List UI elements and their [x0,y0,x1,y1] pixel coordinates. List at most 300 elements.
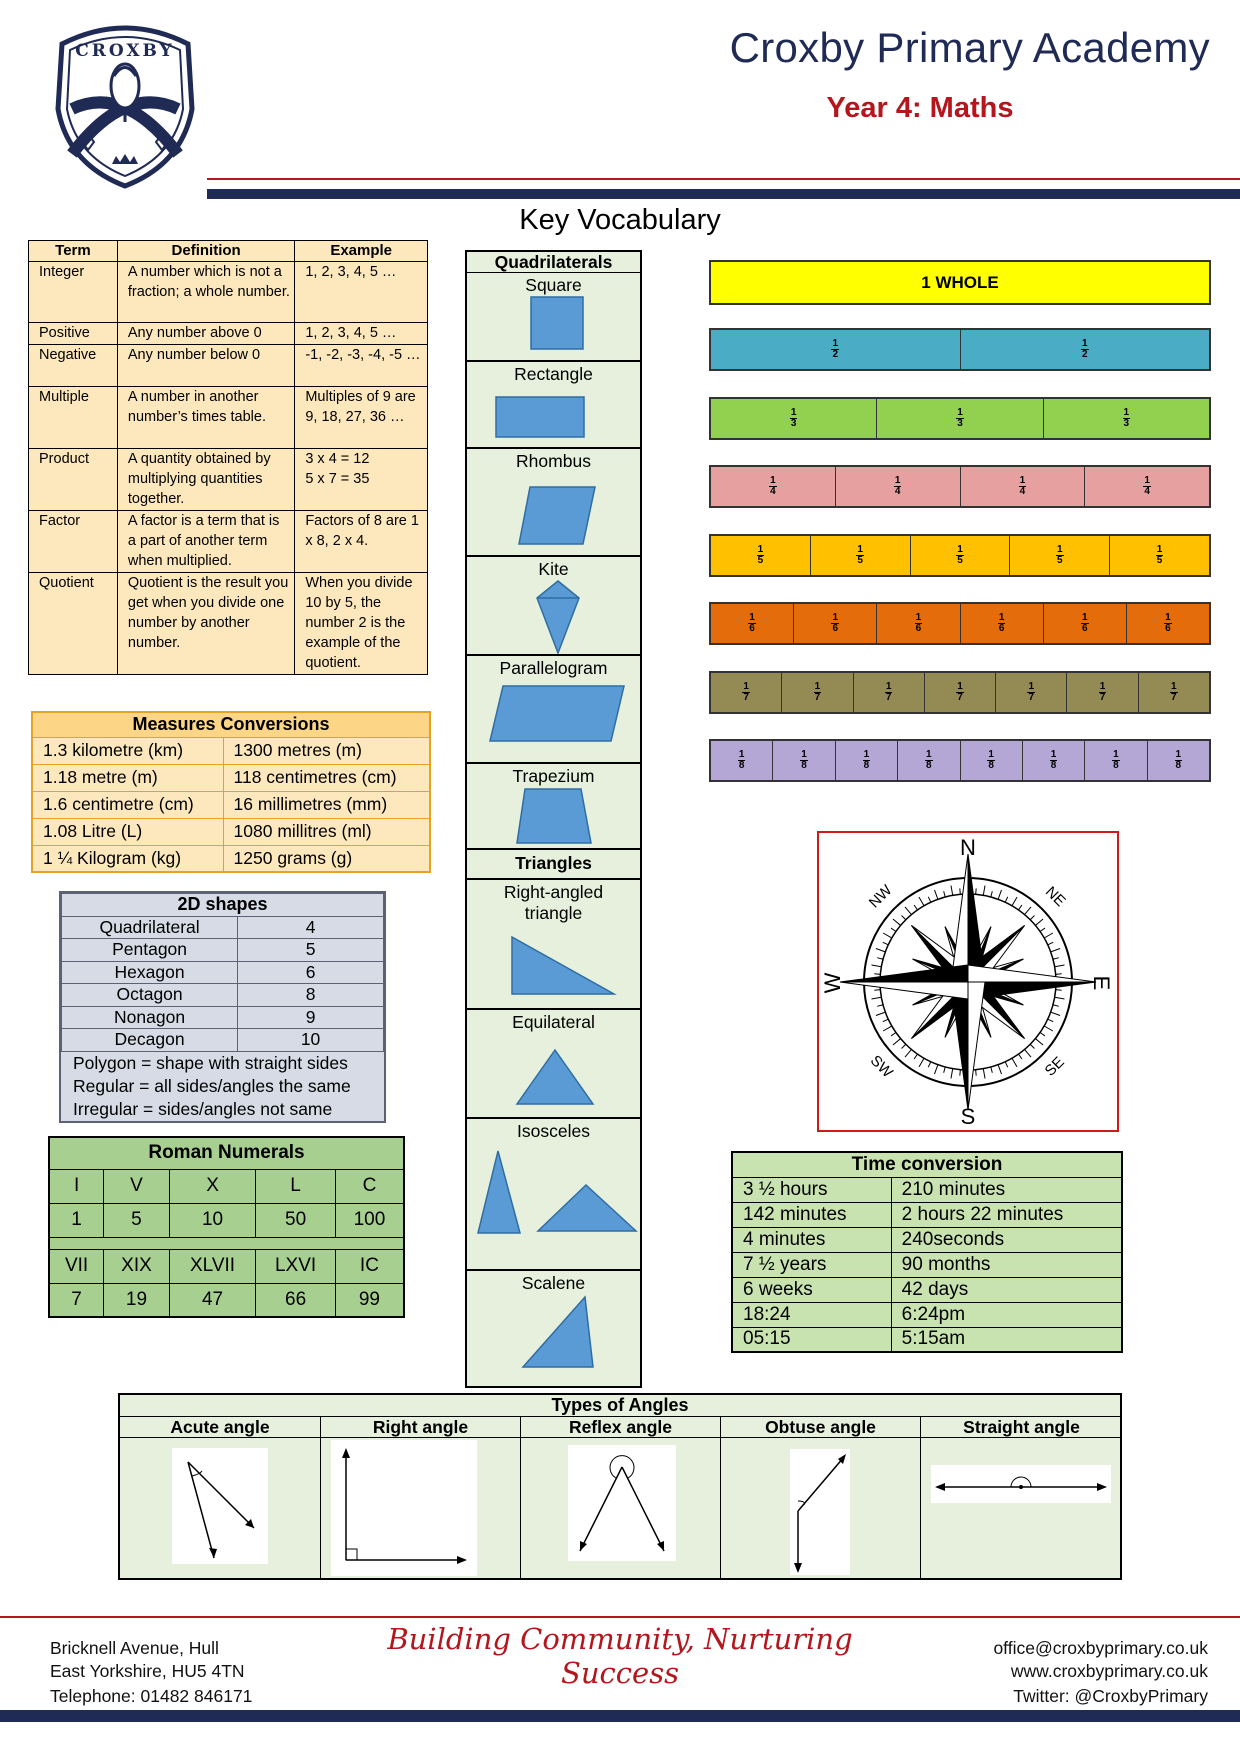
fraction-label [790,408,798,429]
compass-tick [1005,1062,1008,1067]
fraction-segment [1067,673,1138,712]
fraction-label [956,545,964,566]
fraction-segment [711,673,782,712]
fraction-denominator: 6 [1081,623,1088,634]
fraction-denominator: 6 [915,623,922,634]
fraction-bar-5 [709,534,1211,577]
straight-angle-cell [921,1417,1122,1580]
table-row [49,1169,404,1203]
kite-cell [467,555,640,654]
table-row [29,511,428,573]
table-row [49,1249,404,1283]
fraction-bar-3 [709,397,1211,440]
fraction-denominator: 4 [1019,486,1026,497]
fraction-label [814,682,822,703]
shape-sides: 8 [238,984,384,1007]
fraction-label [1170,682,1178,703]
arabic-number: 99 [335,1283,404,1317]
fraction-numerator: 1 [1081,612,1088,623]
table-row [29,387,428,449]
header-red-rule [207,178,1240,180]
fraction-numerator: 1 [926,749,932,760]
vocab-example: Factors of 8 are 1 x 8, 2 x 4. [295,511,428,573]
compass-tick [944,1067,946,1073]
compass-tick [877,1005,883,1007]
fraction-numerator: 1 [998,612,1005,623]
fraction-segment [911,536,1011,575]
compass-tick [998,890,1001,899]
time-to: 240seconds [891,1227,1122,1252]
compass-tick [1040,928,1045,931]
table-row [29,449,428,511]
measures-title: Measures Conversions [32,712,430,737]
vocab-definition: A factor is a term that is a part of another term when multiplied. [117,511,294,573]
measure-to: 1250 grams (g) [223,845,430,872]
shapes-column [465,250,642,1388]
footer-red-rule [0,1616,1240,1618]
section-title: Key Vocabulary [519,204,721,236]
compass-tick [919,897,924,906]
fraction-label [1027,682,1035,703]
square-shape [467,273,644,361]
vocab-example: 3 x 4 = 12 5 x 7 = 35 [295,449,428,511]
fraction-numerator: 1 [801,749,807,760]
time-to: 210 minutes [891,1177,1122,1202]
shape-sides: 5 [238,939,384,962]
fraction-denominator: 6 [749,623,755,634]
fraction-bar-4 [709,465,1211,508]
vocab-term: Factor [29,511,118,573]
compass-tick [902,916,906,920]
shape-sides: 4 [238,916,384,939]
table-row [732,1302,1122,1327]
acute-angle-label: Acute angle [120,1417,320,1438]
roman-numeral: C [335,1169,404,1203]
compass-tick [905,907,911,915]
fraction-label [894,476,902,497]
time-from: 18:24 [732,1302,891,1327]
address-line-1: Bricknell Avenue, Hull [50,1638,219,1658]
compass-tick [883,1026,892,1031]
time-from: 7 ½ years [732,1252,891,1277]
fraction-denominator: 5 [857,555,863,566]
table-row [32,818,430,845]
compass-tick [1012,1058,1017,1067]
shape-name: Octagon [62,984,238,1007]
fraction-segment [996,673,1067,712]
compass-tick [883,933,892,938]
fraction-segment [1044,399,1209,438]
time-conversion-title: Time conversion [732,1152,1122,1177]
arabic-number: 47 [169,1283,256,1317]
table-row [29,345,428,387]
table-row [62,939,384,962]
compass-point [951,982,968,1110]
fraction-segment [782,673,853,712]
measure-to: 1080 millitres (ml) [223,818,430,845]
fraction-segment [898,741,960,780]
right-angled-triangle-shape [467,880,644,1010]
fraction-numerator: 1 [770,475,776,486]
compass-tick [874,974,880,975]
footer-navy-bar [0,1710,1240,1722]
2d-shapes-title: 2D shapes [62,894,384,917]
compass-tick [871,965,881,967]
logo-text: CROXBY [75,41,175,61]
measure-from: 1.18 metre (m) [32,764,223,791]
fraction-numerator: 1 [1028,681,1035,692]
fraction-label [1112,750,1120,771]
vocab-example: 1, 2, 3, 4, 5 … [295,262,428,323]
roman-numeral: X [169,1169,256,1203]
fraction-bar-7 [709,671,1211,714]
shape-sides: 6 [238,961,384,984]
compass-tick [1056,990,1062,991]
roman-numeral: V [104,1169,170,1203]
footer-contact [880,1637,1208,1708]
vocab-term: Product [29,449,118,511]
compass-tick [1025,907,1031,915]
compass-tick [871,997,881,999]
right-angled-triangle-cell [467,878,640,1008]
fraction-segment [1110,536,1209,575]
regular-note: Regular = all sides/angles the same [73,1075,351,1096]
compass-tick [1055,997,1065,999]
fraction-denominator: 7 [814,692,821,703]
table-row [732,1327,1122,1352]
fraction-denominator: 8 [926,760,932,771]
measure-to: 16 millimetres (mm) [223,791,430,818]
types-of-angles-panel [118,1393,1122,1580]
arabic-number: 5 [104,1203,170,1237]
fraction-label [915,613,923,634]
scalene-triangle-label: Scalene [521,1273,586,1293]
table-row [62,961,384,984]
vocabulary-table [28,240,428,675]
fraction-segment [711,330,961,369]
fraction-segment [773,741,835,780]
compass-tick [1053,958,1059,960]
measure-from: 1.6 centimetre (cm) [32,791,223,818]
fraction-denominator: 3 [957,418,963,429]
compass-tick [1051,1012,1060,1015]
measure-from: 1 ¼ Kilogram (kg) [32,845,223,872]
right-angled-triangle-label: Right-angled triangle [503,882,604,923]
fraction-segment [811,536,911,575]
vocab-definition: Quotient is the result you get when you divide one number by another number. [117,573,294,675]
fraction-label [863,750,871,771]
compass-tick [877,958,883,960]
fraction-numerator: 1 [738,749,745,760]
fraction-denominator: 5 [1057,555,1063,566]
fraction-denominator: 6 [998,623,1005,634]
arabic-number: 66 [256,1283,336,1317]
arabic-number: 50 [256,1203,336,1237]
rhombus-cell [467,447,640,555]
reflex-angle-label: Reflex angle [521,1417,720,1438]
table-row [32,764,430,791]
compass-tick [1053,1005,1059,1007]
fraction-denominator: 8 [1175,760,1182,771]
fraction-label [1123,408,1131,429]
fraction-numerator: 1 [757,544,764,555]
compass-tick [1025,1049,1031,1057]
square-cell [467,272,640,360]
fraction-segment [1085,467,1209,506]
isosceles-triangle-shape [467,1119,644,1271]
website-link[interactable]: www.croxbyprimary.co.uk [1010,1661,1208,1681]
fraction-segment [877,604,960,643]
compass-tick [1040,1032,1045,1035]
fraction-denominator: 3 [790,418,797,429]
2d-shapes-panel [59,891,386,1123]
fraction-numerator: 1 [1081,338,1088,349]
time-from: 05:15 [732,1327,891,1352]
fraction-denominator: 5 [1156,555,1163,566]
time-to: 6:24pm [891,1302,1122,1327]
compass-tick [1044,933,1053,938]
compass-tick [876,1012,885,1015]
types-of-angles-title: Types of Angles [120,1395,1120,1417]
fraction-label [742,682,750,703]
compass-tick [951,885,953,895]
compass-north: N [960,835,976,860]
fraction-numerator: 1 [832,338,839,349]
fraction-denominator: 8 [1113,760,1119,771]
parallelogram-label: Parallelogram [499,658,608,678]
fraction-label [1081,339,1089,360]
fraction-segment [1127,604,1209,643]
compass-tick [983,1069,985,1079]
compass-tick [928,897,931,902]
fraction-numerator: 1 [1123,407,1130,418]
compass-tick [1035,1039,1043,1045]
roman-numeral: LXVI [256,1249,336,1283]
compass-point [968,982,985,1110]
vocab-definition: Any number above 0 [117,323,294,345]
time-from: 4 minutes [732,1227,891,1252]
measure-from: 1.3 kilometre (km) [32,737,223,764]
table-row [49,1283,404,1317]
compass-rose [819,833,1117,1130]
polygon-note: Polygon = shape with straight sides [73,1052,348,1073]
vocab-term: Quotient [29,573,118,675]
compass-south: S [960,1104,976,1129]
fraction-numerator: 1 [957,544,963,555]
fraction-segment [961,741,1023,780]
fraction-label [925,750,933,771]
fraction-denominator: 8 [801,760,807,771]
header-navy-rule [207,189,1240,199]
isosceles-triangle-label: Isosceles [517,1121,590,1141]
fraction-bar-8 [709,739,1211,782]
fraction-segment [1044,604,1127,643]
arabic-number: 1 [49,1203,104,1237]
fraction-label [1143,476,1151,497]
fraction-denominator: 8 [988,760,994,771]
fraction-bar-6 [709,602,1211,645]
table-row [62,916,384,939]
shape-sides: 9 [238,1006,384,1029]
compass-tick [893,919,901,925]
compass-panel [817,831,1119,1132]
right-angle-cell [321,1417,521,1580]
time-to: 90 months [891,1252,1122,1277]
rectangle-shape [467,362,644,449]
email-link[interactable]: office@croxbyprimary.co.uk [993,1638,1208,1658]
acute-angle-cell [120,1417,321,1580]
fraction-label [738,750,746,771]
compass-tick [1018,905,1021,910]
fraction-label [757,545,765,566]
table-row [29,323,428,345]
fraction-label [1019,476,1027,497]
twitter-link[interactable]: Twitter: @CroxbyPrimary [1013,1686,1208,1706]
compass-tick [902,1044,906,1048]
vocab-definition: A number in another number’s times table. [117,387,294,449]
fraction-segment [1148,741,1209,780]
roman-numeral: IC [335,1249,404,1283]
vocab-example: When you divide 10 by 5, the number 2 is the example of the quotient. [295,573,428,675]
straight-angle-diagram [931,1465,1111,1503]
fraction-denominator: 2 [1081,349,1088,360]
vocab-term: Positive [29,323,118,345]
vocab-example: Multiples of 9 are 9, 18, 27, 36 … [295,387,428,449]
vocab-term: Negative [29,345,118,387]
fraction-numerator: 1 [1113,749,1119,760]
compass-tick [976,888,977,894]
fraction-label [1156,545,1164,566]
compass-point [968,982,1096,999]
arabic-number: 19 [104,1283,170,1317]
triangles-label: Triangles [515,853,592,873]
fraction-segment [836,467,961,506]
compass-tick [874,990,880,991]
vocabulary-header: Definition [117,241,294,262]
compass-sw: SW [866,1052,896,1082]
compass-tick [1035,919,1043,925]
fraction-denominator: 4 [1144,486,1150,497]
rectangle-label: Rectangle [514,364,593,384]
fraction-numerator: 1 [857,544,863,555]
compass-tick [934,1065,937,1074]
fraction-numerator: 1 [1144,475,1150,486]
fraction-numerator: 1 [1019,475,1026,486]
fraction-label [831,613,839,634]
fraction-numerator: 1 [957,407,963,418]
roman-numeral: VII [49,1249,104,1283]
time-from: 142 minutes [732,1202,891,1227]
fraction-label [956,408,964,429]
reflex-angle-cell [521,1417,721,1580]
obtuse-angle-cell [721,1417,921,1580]
fraction-label [1175,750,1183,771]
measure-to: 1300 metres (m) [223,737,430,764]
compass-tick [1056,974,1062,975]
address-line-2: East Yorkshire, HU5 4TN [50,1661,245,1681]
fraction-whole-segment [711,262,1209,303]
fraction-numerator: 1 [1156,544,1163,555]
measure-to: 118 centimetres (cm) [223,764,430,791]
fraction-denominator: 8 [1050,760,1057,771]
fraction-segment [711,741,773,780]
fraction-label [1081,613,1089,634]
roman-numerals-title: Roman Numerals [49,1137,404,1169]
compass-tick [960,1070,961,1076]
compass-tick [914,1054,917,1059]
table-row [32,845,430,872]
compass-tick [1044,1026,1053,1031]
fraction-denominator: 2 [832,349,839,360]
table-row [32,737,430,764]
shape-name: Quadrilateral [62,916,238,939]
reflex-angle-diagram [568,1445,676,1561]
fraction-label [956,682,964,703]
compass-west: W [820,972,845,994]
fraction-segment [1023,741,1085,780]
fraction-denominator: 5 [957,555,963,566]
trapezium-cell [467,762,640,848]
fraction-segment [925,673,996,712]
telephone: Telephone: 01482 846171 [50,1686,253,1706]
fraction-numerator: 1 [1175,749,1182,760]
compass-tick [1055,965,1065,967]
fraction-whole-bar [709,260,1211,305]
kite-shape [467,557,644,656]
compass-tick [891,1032,896,1035]
compass-tick [891,928,896,931]
fraction-denominator: 5 [757,555,764,566]
fraction-numerator: 1 [1057,544,1063,555]
trapezium-label: Trapezium [512,766,595,786]
table-row [732,1177,1122,1202]
compass-tick [944,891,946,897]
compass-point [968,965,1096,982]
fraction-denominator: 6 [1165,623,1171,634]
kite-label: Kite [538,559,569,579]
compass-tick [1048,942,1053,945]
table-spacer-row [49,1237,404,1249]
triangles-header [467,848,640,878]
measures-conversions-table [31,711,431,873]
obtuse-angle-label: Obtuse angle [721,1417,920,1438]
irregular-note: Irregular = sides/angles not same [73,1098,333,1119]
compass-tick [1005,897,1008,902]
shape-name: Decagon [62,1029,238,1052]
fraction-segment [854,673,925,712]
school-motto: Building Community, Nurturing Success [387,1622,853,1690]
fraction-label [1056,545,1064,566]
time-to: 5:15am [891,1327,1122,1352]
fraction-numerator: 1 [988,749,994,760]
fraction-label [856,545,864,566]
right-angle-label: Right angle [321,1417,520,1438]
school-crest-logo [52,14,198,192]
fraction-segment [1139,673,1209,712]
shape-sides: 10 [238,1029,384,1052]
fraction-denominator: 6 [832,623,839,634]
compass-tick [919,1058,924,1067]
parallelogram-shape [467,656,644,764]
fraction-numerator: 1 [894,475,901,486]
quadrilaterals-header [467,252,640,272]
fraction-numerator: 1 [743,681,749,692]
square-label: Square [525,275,582,295]
fraction-denominator: 8 [738,760,745,771]
table-row [732,1277,1122,1302]
fraction-numerator: 1 [957,681,963,692]
vocab-definition: Any number below 0 [117,345,294,387]
